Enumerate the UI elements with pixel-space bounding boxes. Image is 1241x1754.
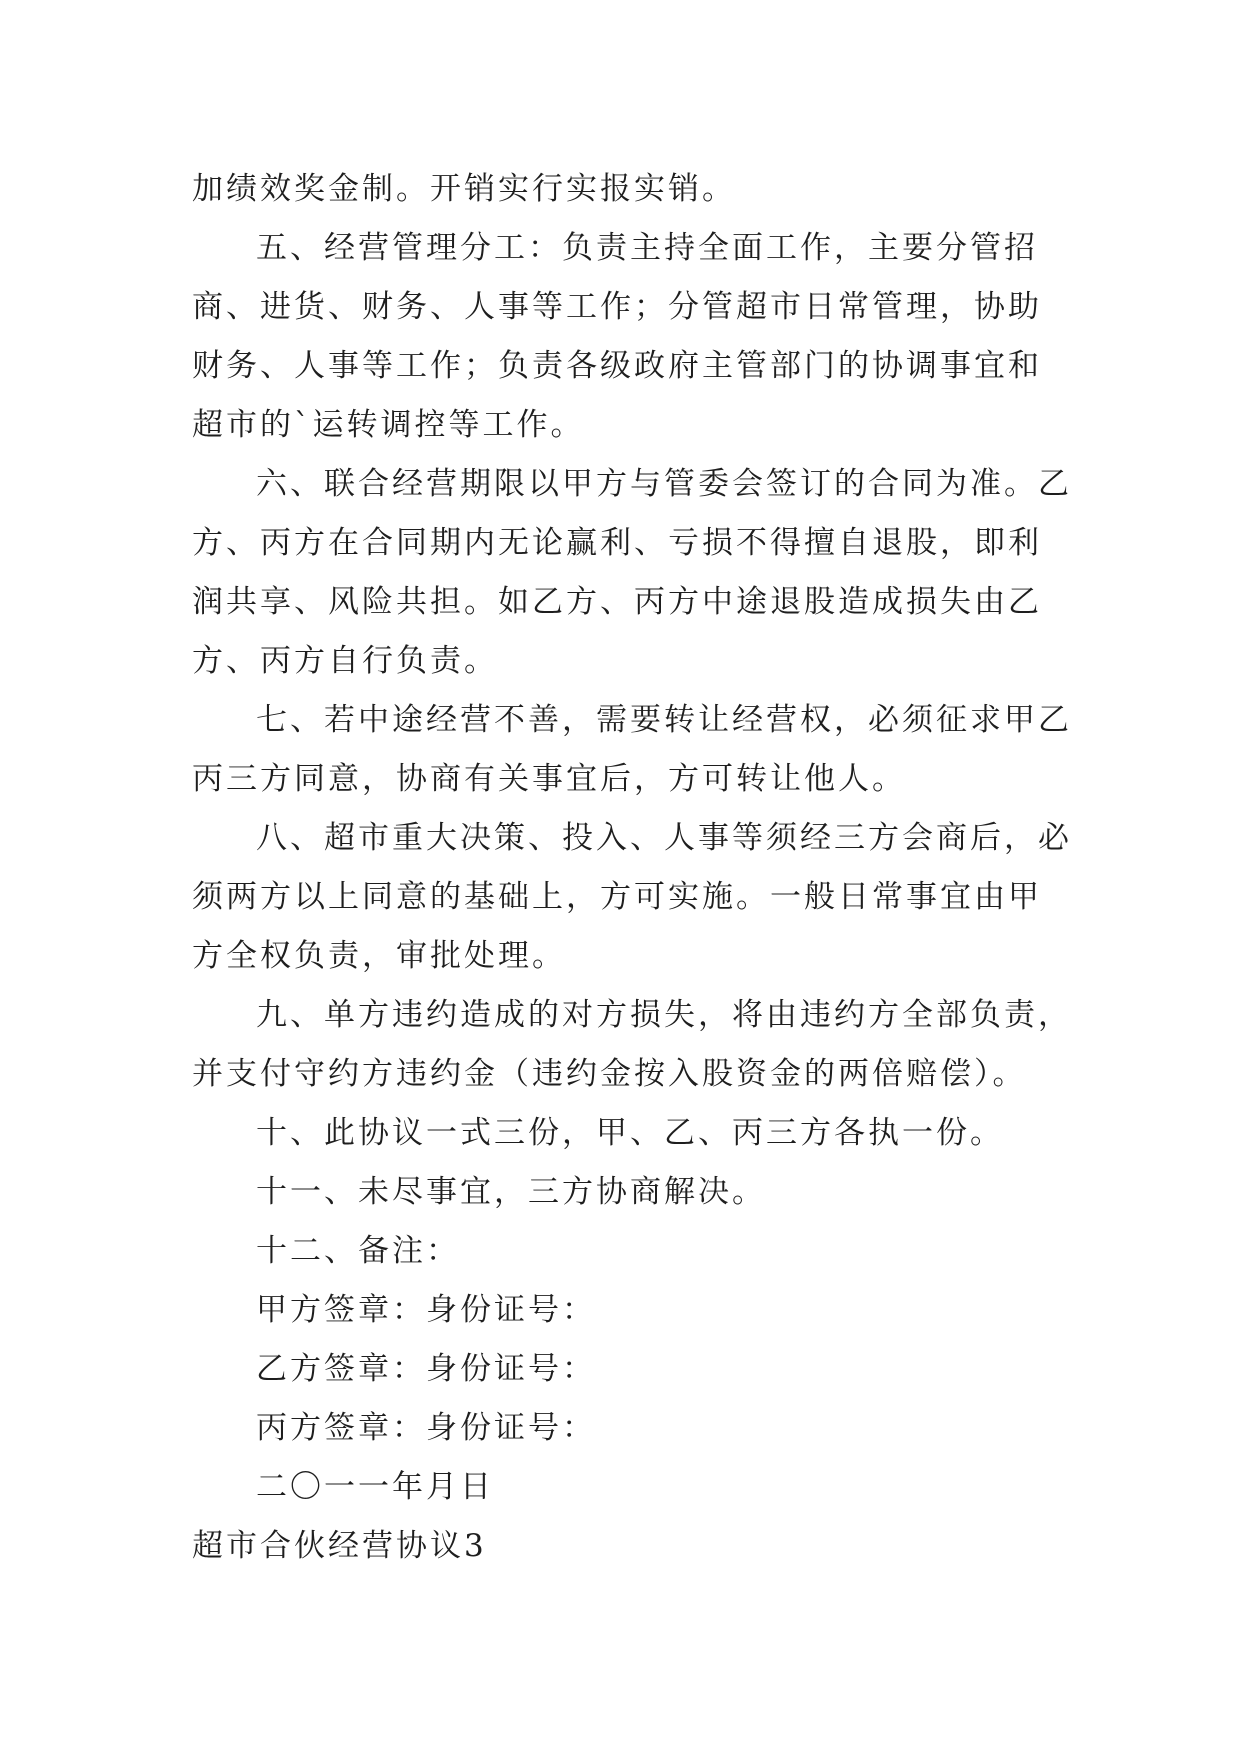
paragraph-clause-8: 八、超市重大决策、投入、人事等须经三方会商后，必须两方以上同意的基础上，方可实施。一般日常事宜由甲方全权负责，审批处理。: [192, 820, 1072, 974]
signature-party-a: 甲方签章：身份证号：: [256, 1292, 596, 1328]
paragraph-clause-7: 七、若中途经营不善，需要转让经营权，必须征求甲乙丙三方同意，协商有关事宜后，方可转让他人。: [192, 702, 1072, 797]
paragraph-bonus-continuation: 加绩效奖金制。开销实行实报实销。: [192, 171, 736, 207]
paragraph-clause-6: 六、联合经营期限以甲方与管委会签订的合同为准。乙方、丙方在合同期内无论赢利、亏损不得擅自退股，即利润共享、风险共担。如乙方、丙方中途退股造成损失由乙方、丙方自行负责。: [192, 466, 1072, 679]
date-line: 二〇一一年月日: [256, 1469, 494, 1505]
paragraph-clause-9: 九、单方违约造成的对方损失，将由违约方全部负责，并支付守约方违约金（违约金按入股资金的两倍赔偿）。: [192, 997, 1072, 1092]
signature-party-b: 乙方签章：身份证号：: [256, 1351, 596, 1387]
document-body: [192, 160, 1072, 1576]
signature-party-c: 丙方签章：身份证号：: [256, 1410, 596, 1446]
paragraph-clause-10: 十、此协议一式三份，甲、乙、丙三方各执一份。: [256, 1115, 1004, 1151]
paragraph-clause-11: 十一、未尽事宜，三方协商解决。: [256, 1174, 766, 1210]
paragraph-clause-5: 五、经营管理分工：负责主持全面工作，主要分管招商、进货、财务、人事等工作；分管超市日常管理，协助财务、人事等工作；负责各级政府主管部门的协调事宜和超市的`运转调控等工作。: [192, 230, 1042, 443]
paragraph-clause-12: 十二、备注：: [256, 1233, 460, 1269]
next-section-title: 超市合伙经营协议3: [192, 1528, 487, 1564]
